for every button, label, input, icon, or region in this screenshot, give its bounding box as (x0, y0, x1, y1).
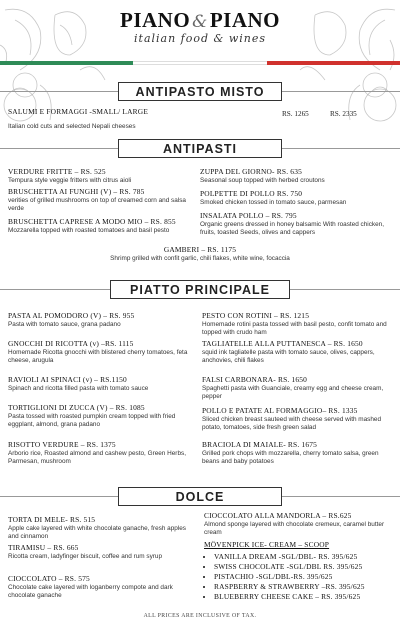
item-name: BRUSCHETTA AI FUNGHI (V) – RS. 785 (8, 187, 145, 196)
item-description: Tempura style veggie fritters with citrus aioli (8, 176, 132, 184)
movenpick-title: MÖVENPICK ICE- CREAM – SCOOP (204, 540, 330, 549)
menu-item-gnocchi (8, 340, 196, 365)
item-description: Mozzarella topped with roasted tomatoes and basil pesto (8, 226, 170, 234)
item-name: CIOCCOLATO – RS. 575 (8, 574, 90, 583)
item-name: GNOCCHI DI RICOTTA (v) –RS. 1115 (8, 339, 134, 348)
item-description: Italian cold cuts and selected Nepali cheeses (8, 123, 136, 130)
section-title-dolce: DOLCE (118, 487, 282, 506)
menu-item-pollo-patate (202, 407, 394, 432)
item-price-large: RS. 2335 (330, 110, 357, 118)
list-item: • VANILLA DREAM -SGL/DBL- RS. 395/625 (214, 552, 396, 562)
item-name: BRACIOLA DI MAIALE- RS. 1675 (202, 440, 318, 449)
menu-item-cioccolato-mandorla (204, 512, 394, 537)
item-name: INSALATA POLLO – RS. 795 (200, 211, 297, 220)
item-description: verities of grilled mushrooms on top of creamed corn and salsa verde (8, 196, 186, 212)
menu-item-pesto-rotini (202, 312, 394, 337)
flag-green (0, 61, 133, 65)
menu-item-salumi-desc (8, 123, 238, 131)
menu-item-ravioli (8, 376, 196, 393)
menu-item-gamberi (0, 246, 400, 263)
menu-item-verdure-fritte (8, 168, 196, 185)
restaurant-logo (0, 8, 400, 45)
menu-item-tiramisu (8, 544, 198, 561)
logo-wordmark: PIANO &PIANO (120, 8, 280, 32)
garlic-sketch-right-icon (340, 75, 400, 135)
item-name: PESTO CON ROTINI – RS. 1215 (202, 311, 310, 320)
menu-item-tortiglioni (8, 404, 196, 429)
item-description: Pasta tossed with roasted pumpkin cream topped with fried eggplant, almond, grana padano (8, 412, 176, 428)
menu-item-zuppa (200, 168, 395, 185)
item-name: CIOCCOLATO ALLA MANDORLA – RS.625 (204, 511, 352, 520)
item-description: Pasta with tomato sauce, grana padano (8, 320, 121, 328)
item-description: Grilled pork chops with mozzarella, cherry tomato salsa, green beans and baby potatoes (202, 449, 379, 465)
item-name: POLLO E PATATE AL FORMAGGIO– RS. 1335 (202, 406, 358, 415)
item-description: squid ink tagliatelle pasta with tomato sauce, olives, cappers, anchovies, chili flakes (202, 348, 375, 364)
list-item: • BLUEBERRY CHEESE CAKE – RS. 395/625 (214, 592, 396, 602)
section-title-piatto-principale: PIATTO PRINCIPALE (110, 280, 290, 299)
item-name: TORTA DI MELE- RS. 515 (8, 515, 96, 524)
section-title-antipasti: ANTIPASTI (118, 139, 282, 158)
item-description: Homemade rotini pasta tossed with basil pesto, confit tomato and topped with crudo ham (202, 320, 387, 336)
menu-item-insalata-pollo (200, 212, 392, 237)
list-item: • SWISS CHOCOLATE -SGL/DBL RS. 395/625 (214, 562, 396, 572)
tax-note: ALL PRICES ARE INCLUSIVE OF TAX. (143, 613, 257, 619)
menu-item-risotto (8, 441, 196, 466)
item-description: Arborio rice, Roasted almond and cashew pesto, Green Herbs, Parmesan, mushroom (8, 449, 186, 465)
movenpick-list (204, 552, 396, 602)
item-description: Ricotta cream, ladyfinger biscuit, coffee and rum syrup (8, 552, 163, 560)
item-name: ZUPPA DEL GIORNO- RS. 635 (200, 167, 302, 176)
item-name: TAGLIATELLE ALLA PUTTANESCA – RS. 1650 (202, 339, 363, 348)
menu-item-bruschetta-caprese (8, 218, 213, 235)
list-item: • RASPBERRY & STRAWBERRY –RS. 395/625 (214, 582, 396, 592)
item-name: POLPETTE DI POLLO RS. 750 (200, 189, 303, 198)
item-price-small: RS. 1265 (282, 110, 309, 118)
flag-red (267, 61, 400, 65)
menu-item-torta-mele (8, 516, 198, 541)
item-name: SALUMI E FORMAGGI -SMALL/ LARGE (8, 107, 149, 116)
menu-item-salumi (8, 108, 238, 117)
item-description: Seasonal soup topped with herbed croutons (200, 176, 325, 184)
item-name: PASTA AL POMODORO (V) – RS. 955 (8, 311, 135, 320)
menu-item-cioccolato (8, 575, 198, 600)
section-title-antipasto-misto: ANTIPASTO MISTO (118, 82, 282, 101)
item-name: BRUSCHETTA CAPRESE A MODO MIO – RS. 855 (8, 217, 176, 226)
logo-tagline: italian food & wines (134, 32, 266, 45)
item-description: Chocolate cake layered with loganberry compote and dark chocolate ganache (8, 583, 173, 599)
menu-item-polpette (200, 190, 395, 207)
item-description: Organic greens dressed in honey balsamic With roasted chicken, fruits, toasted Seeds, olives and cappers (200, 220, 384, 236)
item-description: Spinach and ricotta filled pasta with tomato sauce (8, 384, 149, 392)
item-description: Homemade Ricotta gnocchi with blistered cherry tomatoes, feta cheese, arugula (8, 348, 188, 364)
item-description: Shrimp grilled with confit garlic, chili flakes, white wine, focaccia (110, 254, 290, 262)
item-name: RAVIOLI AI SPINACI (v) – RS.1150 (8, 375, 127, 384)
list-item: • PISTACHIO -SGL/DBL-RS. 395/625 (214, 572, 396, 582)
item-name: GAMBERI – RS. 1175 (163, 245, 237, 254)
item-description: Sliced chicken breast sauteed with cheese served with mashed potato, tomatoes, side fresh green salad (202, 415, 382, 431)
item-description: Smoked chicken tossed in tomato sauce, parmesan (200, 198, 347, 206)
flag-white (133, 61, 266, 65)
item-name: TIRAMISU – RS. 665 (8, 543, 79, 552)
item-description: Almond sponge layered with chocolate cremeux, caramel butter cream (204, 520, 385, 536)
item-description: Spaghetti pasta with Guanciale, creamy egg and cheese cream, pepper (202, 384, 384, 400)
menu-item-braciola (202, 441, 394, 466)
item-name: FALSI CARBONARA- RS. 1650 (202, 375, 308, 384)
italian-flag-stripe (0, 61, 400, 65)
menu-item-falsi-carbonara (202, 376, 394, 401)
menu-item-bruschetta-funghi (8, 188, 196, 213)
menu-item-tagliatelle (202, 340, 394, 365)
item-description: Apple cake layered with white chocolate ganache, fresh apples and cinnamon (8, 524, 186, 540)
item-name: TORTIGLIONI DI ZUCCA (V) – RS. 1085 (8, 403, 145, 412)
menu-item-pasta-pomodoro (8, 312, 196, 329)
item-name: VERDURE FRITTE – RS. 525 (8, 167, 106, 176)
item-name: RISOTTO VERDURE – RS. 1375 (8, 440, 116, 449)
movenpick-section (204, 541, 396, 602)
